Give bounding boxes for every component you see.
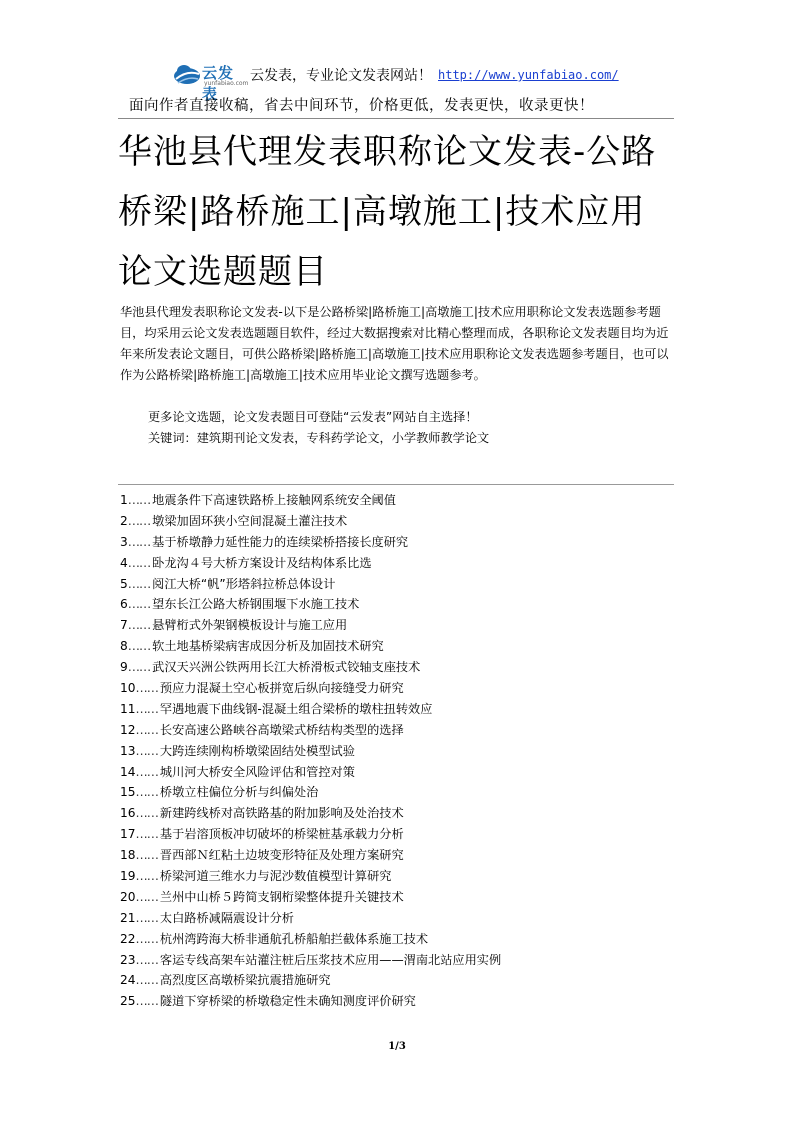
list-item-title: 预应力混凝土空心板拼宽后纵向接缝受力研究 bbox=[159, 681, 404, 696]
list-item-title: 客运专线高架车站灌注桩后压浆技术应用——渭南北站应用实例 bbox=[159, 952, 502, 967]
list-item bbox=[120, 636, 680, 657]
list-item-title: 武汉天兴洲公铁两用长江大桥滑板式铰轴支座技术 bbox=[152, 660, 421, 675]
list-item bbox=[120, 532, 680, 553]
topic-list bbox=[120, 490, 680, 1012]
list-item bbox=[120, 929, 680, 950]
list-item-leader: …… bbox=[135, 973, 158, 988]
list-item-number: 6 bbox=[120, 597, 128, 612]
list-item-title: 软土地基桥梁病害成因分析及加固技术研究 bbox=[152, 639, 384, 654]
logo-name: 云发表 bbox=[202, 64, 235, 103]
list-item bbox=[120, 657, 680, 678]
list-item-leader: …… bbox=[127, 597, 151, 612]
list-item-title: 太白路桥减隔震设计分析 bbox=[159, 910, 294, 925]
brand-text: 云发表，专业论文发表网站！ bbox=[250, 68, 432, 84]
list-item-title: 高烈度区高墩桥梁抗震措施研究 bbox=[159, 973, 331, 988]
list-item-title: 地震条件下高速铁路桥上接触网系统安全阈值 bbox=[152, 493, 396, 507]
list-item-number: 10 bbox=[120, 681, 136, 696]
list-item-title: 兰州中山桥５跨简支钢桁梁整体提升关键技术 bbox=[159, 889, 404, 904]
list-item-leader: …… bbox=[135, 785, 158, 800]
keywords-line: 关键词：建筑期刊论文发表，专科药学论文，小学教师教学论文 bbox=[148, 431, 490, 445]
list-item-number: 17 bbox=[120, 827, 136, 842]
list-item-title: 长安高速公路峡谷高墩梁式桥结构类型的选择 bbox=[159, 722, 404, 737]
list-item-number: 18 bbox=[120, 848, 136, 863]
logo-subtitle: yunfabiao.com bbox=[204, 80, 249, 87]
list-item-number: 3 bbox=[120, 534, 128, 549]
list-item bbox=[120, 845, 680, 866]
list-item-number: 12 bbox=[120, 722, 136, 737]
list-item-leader: …… bbox=[127, 513, 151, 528]
list-item-title: 望东长江公路大桥钢围堰下水施工技术 bbox=[152, 597, 360, 612]
list-item-leader: …… bbox=[127, 618, 151, 633]
list-item-number: 7 bbox=[120, 618, 128, 633]
list-item-leader: …… bbox=[135, 701, 158, 716]
list-item-leader: …… bbox=[127, 493, 151, 507]
list-item-leader: …… bbox=[135, 931, 158, 946]
list-item-number: 9 bbox=[120, 660, 128, 675]
list-item bbox=[120, 699, 680, 720]
list-item-leader: …… bbox=[135, 952, 158, 967]
list-item-title: 阅江大桥“帆”形塔斜拉桥总体设计 bbox=[152, 576, 336, 591]
header-divider bbox=[118, 118, 674, 119]
list-item-leader: …… bbox=[135, 869, 158, 884]
list-item bbox=[120, 741, 680, 762]
list-divider bbox=[118, 484, 674, 485]
list-item-leader: …… bbox=[135, 806, 158, 821]
list-item bbox=[120, 762, 680, 783]
brand-url-link[interactable]: http://www.yunfabiao.com/ bbox=[438, 68, 619, 82]
list-item-title: 城川河大桥安全风险评估和管控对策 bbox=[159, 764, 355, 779]
list-item bbox=[120, 594, 680, 615]
list-item-title: 大跨连续刚构桥墩梁固结处模型试验 bbox=[159, 743, 355, 758]
list-item-leader: …… bbox=[127, 576, 151, 591]
list-item-leader: …… bbox=[135, 889, 158, 904]
page-number: 1/3 bbox=[388, 1041, 406, 1052]
page-title: 华池县代理发表职称论文发表-公路桥梁|路桥施工|高墩施工|技术应用论文选题题目 bbox=[118, 132, 657, 292]
list-item bbox=[120, 970, 680, 991]
list-item bbox=[120, 490, 680, 511]
list-item-leader: …… bbox=[127, 639, 151, 654]
list-item bbox=[120, 574, 680, 595]
more-topics-note: 更多论文选题，论文发表题目可登陆“云发表”网站自主选择！ bbox=[148, 410, 478, 424]
list-item-title: 悬臂桁式外架钢模板设计与施工应用 bbox=[152, 618, 348, 633]
list-item-number: 16 bbox=[120, 806, 136, 821]
list-item-leader: …… bbox=[135, 994, 158, 1009]
intro-paragraph: 华池县代理发表职称论文发表-以下是公路桥梁|路桥施工|高墩施工|技术应用职称论文发表选题参考题目，均采用云论文发表选题题目软件，经过大数据搜索对比精心整理而成，各职称论文发表题目均为近年来所发表论文题目，可供公路桥梁|路桥施工|高墩施工|技术应用职称论文发表选题参考题目，也可以作为公路桥梁|路桥施工|高墩施工|技术应用毕业论文撰写选题参考。 bbox=[120, 305, 669, 382]
list-item-number: 23 bbox=[120, 952, 136, 967]
list-item-title: 罕遇地震下曲线钢-混凝土组合梁桥的墩柱扭转效应 bbox=[159, 701, 433, 716]
list-item-title: 基于桥墩静力延性能力的连续梁桥搭接长度研究 bbox=[152, 534, 409, 549]
list-item bbox=[120, 553, 680, 574]
list-item-title: 隧道下穿桥梁的桥墩稳定性未确知测度评价研究 bbox=[159, 994, 416, 1009]
list-item bbox=[120, 615, 680, 636]
list-item-number: 13 bbox=[120, 743, 136, 758]
list-item-title: 基于岩溶顶板冲切破坏的桥梁桩基承载力分析 bbox=[159, 827, 404, 842]
list-item-leader: …… bbox=[135, 722, 158, 737]
list-item bbox=[120, 991, 680, 1012]
list-item-number: 1 bbox=[120, 493, 128, 507]
cloud-icon bbox=[172, 60, 202, 88]
list-item-leader: …… bbox=[135, 743, 158, 758]
list-item-title: 桥梁河道三维水力与泥沙数值模型计算研究 bbox=[159, 869, 392, 884]
list-item bbox=[120, 908, 680, 929]
list-item bbox=[120, 824, 680, 845]
slogan: 面向作者直接收稿，省去中间环节，价格更低，发表更快，收录更快！ bbox=[129, 98, 594, 114]
list-item-number: 8 bbox=[120, 639, 128, 654]
list-item-number: 2 bbox=[120, 513, 128, 528]
list-item bbox=[120, 678, 680, 699]
list-item-number: 25 bbox=[120, 994, 136, 1009]
list-item bbox=[120, 950, 680, 971]
list-item-leader: …… bbox=[127, 660, 151, 675]
list-item-number: 19 bbox=[120, 869, 136, 884]
list-item bbox=[120, 720, 680, 741]
list-item-number: 14 bbox=[120, 764, 136, 779]
list-item bbox=[120, 803, 680, 824]
list-item-number: 15 bbox=[120, 785, 136, 800]
list-item-leader: …… bbox=[135, 764, 158, 779]
list-item-title: 卧龙沟４号大桥方案设计及结构体系比选 bbox=[152, 555, 372, 570]
list-item-leader: …… bbox=[127, 555, 151, 570]
list-item-title: 新建跨线桥对高铁路基的附加影响及处治技术 bbox=[159, 806, 404, 821]
list-item bbox=[120, 511, 680, 532]
brand-logo[interactable] bbox=[172, 60, 249, 103]
list-item-title: 墩梁加固环狭小空间混凝土灌注技术 bbox=[152, 513, 348, 528]
list-item-number: 21 bbox=[120, 910, 136, 925]
list-item-leader: …… bbox=[135, 848, 158, 863]
list-item-number: 24 bbox=[120, 973, 136, 988]
list-item-number: 20 bbox=[120, 889, 136, 904]
list-item bbox=[120, 866, 680, 887]
list-item-leader: …… bbox=[135, 910, 158, 925]
list-item-title: 杭州湾跨海大桥非通航孔桥船舶拦截体系施工技术 bbox=[159, 931, 429, 946]
list-item-number: 4 bbox=[120, 555, 128, 570]
list-item bbox=[120, 887, 680, 908]
list-item-title: 晋西部Ｎ红粘土边坡变形特征及处理方案研究 bbox=[159, 848, 404, 863]
list-item-number: 22 bbox=[120, 931, 136, 946]
brand-row bbox=[172, 60, 619, 103]
list-item-number: 5 bbox=[120, 576, 128, 591]
list-item bbox=[120, 782, 680, 803]
list-item-leader: …… bbox=[135, 827, 158, 842]
list-item-title: 桥墩立柱偏位分析与纠偏处治 bbox=[159, 785, 319, 800]
list-item-leader: …… bbox=[127, 534, 151, 549]
list-item-number: 11 bbox=[120, 701, 136, 716]
list-item-leader: …… bbox=[135, 681, 158, 696]
